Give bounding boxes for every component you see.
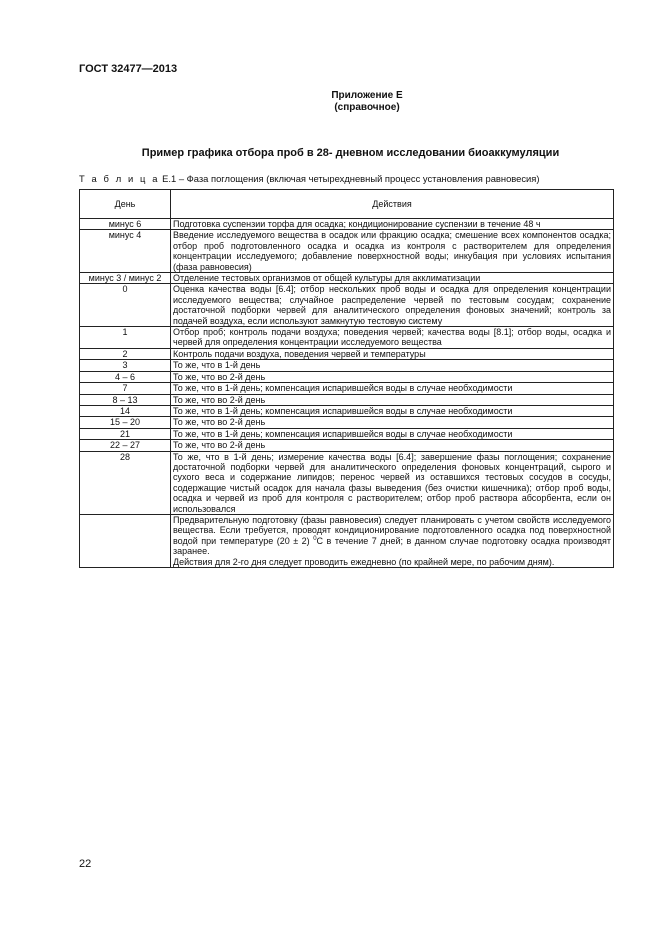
appendix-heading [0,90,661,114]
action-cell: То же, что во 2-й день [171,417,614,428]
day-cell: 1 [80,327,171,349]
table-row [80,273,614,284]
action-cell: То же, что во 2-й день [171,440,614,451]
day-cell: 21 [80,428,171,439]
table-row [80,417,614,428]
action-cell: То же, что в 1-й день; компенсация испарившейся воды в случае необходимости [171,383,614,394]
action-cell: Контроль подачи воздуха, поведения червей и температуры [171,348,614,359]
table-row [80,428,614,439]
day-cell: минус 3 / минус 2 [80,273,171,284]
action-cell: То же, что в 1-й день; компенсация испарившейся воды в случае необходимости [171,405,614,416]
day-cell: минус 4 [80,230,171,273]
day-cell: 28 [80,451,171,514]
day-cell: 2 [80,348,171,359]
day-cell: 4 – 6 [80,371,171,382]
table-caption-text: – Фаза поглощения (включая четырехдневный процесс установления равновесия) [176,173,540,184]
header-actions: Действия [171,190,614,219]
table-row [80,394,614,405]
note-last-line: Действия для 2-го дня следует проводить ежедневно (по крайней мере, по рабочим дням). [173,556,555,567]
note-degree: 0 [313,535,317,542]
note-empty-cell [80,514,171,567]
sampling-schedule-table [79,189,614,568]
action-cell: Подготовка суспензии торфа для осадка; кондиционирование суспензии в течение 48 ч [171,219,614,230]
table-row [80,405,614,416]
action-cell: То же, что в 1-й день; компенсация испарившейся воды в случае необходимости [171,428,614,439]
day-cell: 8 – 13 [80,394,171,405]
table-row [80,219,614,230]
day-cell: 3 [80,360,171,371]
table-row [80,360,614,371]
page-number: 22 [79,858,92,870]
action-cell: То же, что во 2-й день [171,371,614,382]
appendix-title: Приложение Е [331,90,403,101]
day-cell: 0 [80,284,171,327]
table-caption [79,173,540,184]
table-row [80,383,614,394]
action-cell: Введение исследуемого вещества в осадок или фракцию осадка; смешение всех компонентов осадка; отбор проб подготовленного осадка и осадка из контроля с растворителем для определения концентрации исследуемого; добавление поверхностной воды; инкубация при условиях испытания (фаза равновесия) [171,230,614,273]
day-cell: 14 [80,405,171,416]
day-cell: 22 – 27 [80,440,171,451]
table-note-row [80,514,614,567]
table-row [80,451,614,514]
table-note [171,514,614,567]
appendix-subtitle: (справочное) [334,102,400,113]
table-row [80,371,614,382]
action-cell: То же, что в 1-й день; измерение качества воды [6.4]; завершение фазы поглощения; сохранение достаточной подборки червей для аналитического определения фоновых концентраций, сырого и сухого веса и содержание липидов; перенос червей из оставшихся тестовых сосудов в сосуды, содержащие чистый осадок для начала фазы выведения (без очистки кишечника); отбор проб воды, осадка и червей из проб для контроля с растворителем; отбор проб раствора абсорбента, если он использовался [171,451,614,514]
action-cell: То же, что в 1-й день [171,360,614,371]
action-cell: Отбор проб; контроль подачи воздуха; поведения червей; качества воды [8.1]; отбор воды, осадка и червей для определения концентрации исследуемого вещества [171,327,614,349]
table-row [80,348,614,359]
table-header-row [80,190,614,219]
table-caption-label: Т а б л и ц а [79,173,160,184]
table-row [80,230,614,273]
note-part1: Предварительную подготовку (фазы равновесия) следует планировать с учетом свойств исследуемого вещества. Если требуется, проводят кондиционирование подготовленного осадка под поверхностной водой при температуре (20 ± 2) [173,514,611,546]
action-cell: То же, что во 2-й день [171,394,614,405]
action-cell: Отделение тестовых организмов от общей культуры для акклиматизации [171,273,614,284]
action-cell: Оценка качества воды [6.4]; отбор нескольких проб воды и осадка для определения концентрации исследуемого вещества; случайное распределение червей по тестовым сосудам; сохранение достаточной подборки червей для аналитического определения фоновых значений; контроль за подачей воздуха, если используют замкнутую тестовую систему [171,284,614,327]
day-cell: 7 [80,383,171,394]
header-day: День [80,190,171,219]
table-caption-number: Е.1 [162,173,177,184]
document-title: Пример графика отбора проб в 28- дневном исследовании биоаккумуляции [141,147,560,159]
note-part2: С в течение 7 дней; в данном случае подготовку осадка производят заранее. [173,535,611,557]
day-cell: минус 6 [80,219,171,230]
day-cell: 15 – 20 [80,417,171,428]
table-row [80,327,614,349]
table-row [80,284,614,327]
standard-code: ГОСТ 32477—2013 [79,63,178,75]
table-row [80,440,614,451]
